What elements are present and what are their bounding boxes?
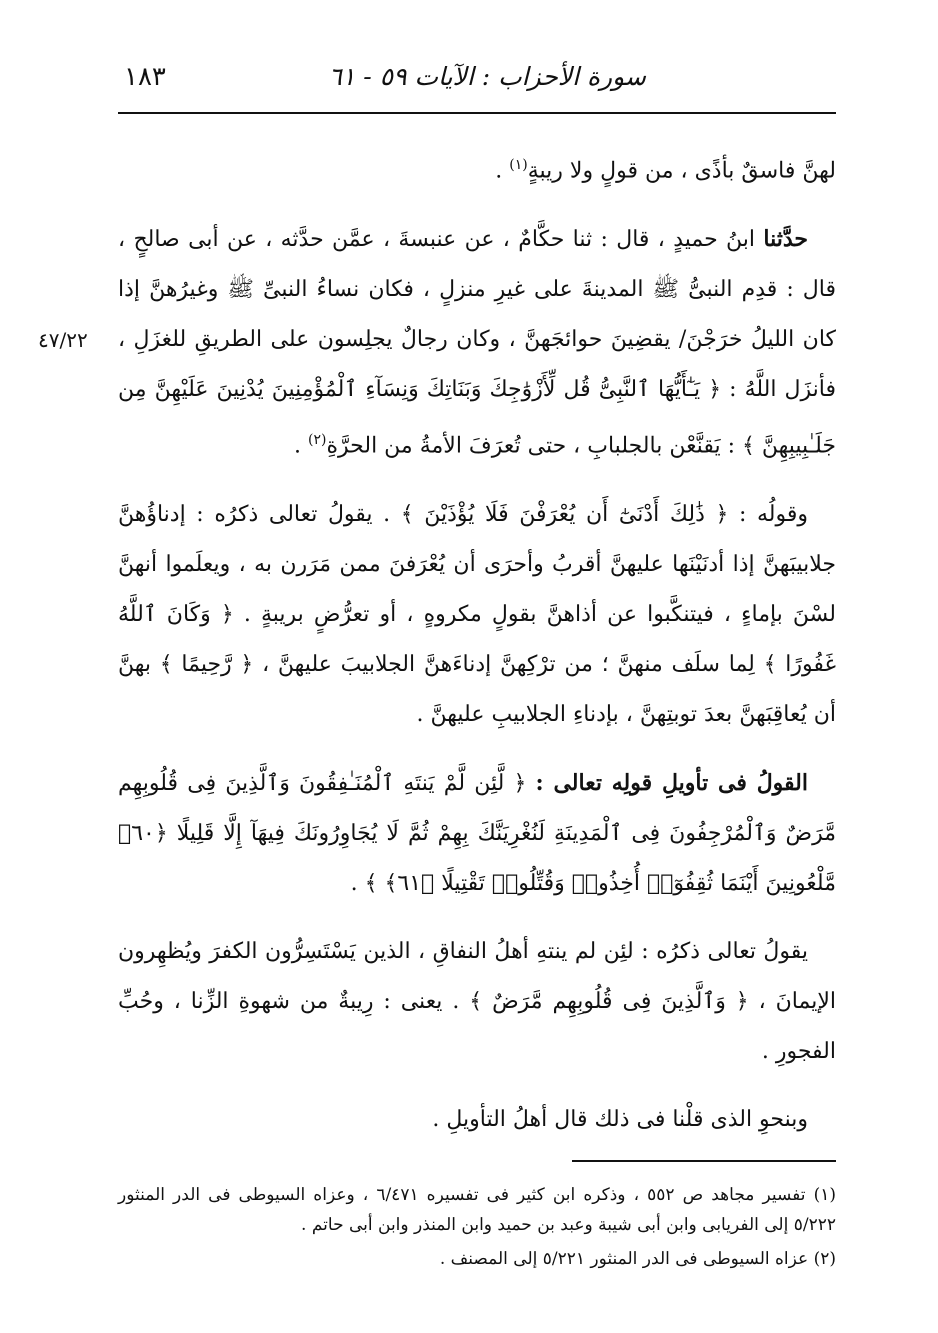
paragraph-1 <box>118 140 836 196</box>
margin-reference: ٤٧/٢٢ <box>38 328 88 352</box>
paragraph-2-text: ابنُ حميدٍ ، قال : ثنا حكَّامٌ ، عن عنبسةَ ، عمَّن حدَّثه ، عن أبى صالحٍ ، قال : قدِم النبىُّ ﷺ المدينةَ على غيرِ منزلٍ ، فكان نساءُ النبىِّ ﷺ وغيرُهنَّ إذا كان الليلُ خرَجْنَ/ يقضِينَ حوائجَهنَّ ، وكان رجالٌ يجلِسون على الطريقِ للغزَلِ ، فأنزَل اللَّهُ : ﴿ يَـٰٓأَيُّهَا ٱلنَّبِىُّ قُل لِّأَزْوَٰجِكَ وَبَنَاتِكَ وَنِسَآءِ ٱلْمُؤْمِنِينَ يُدْنِينَ عَلَيْهِنَّ مِن جَلَـٰبِيبِهِنَّ ﴾ : يَقنَّعْن بالجلبابِ ، حتى تُعرَفَ الأمةُ من الحرَّةِ <box>118 227 836 459</box>
footnotes <box>118 1180 836 1278</box>
paragraph-2-end: . <box>294 433 309 459</box>
paragraph-4 <box>118 758 836 909</box>
page-header <box>118 58 836 108</box>
paragraph-2-lead: حدَّثنا <box>763 226 808 253</box>
paragraph-1-end: . <box>495 158 510 184</box>
header-rule <box>118 112 836 114</box>
footnote-rule <box>572 1160 836 1162</box>
paragraph-5: يقولُ تعالى ذكرُه : لئِن لم ينتهِ أهلُ النفاقِ ، الذين يَسْتَسِرُّون الكفرَ ويُظهِرون الإيمانَ ، ﴿ وَٱلَّذِينَ فِى قُلُوبِهِم مَّرَضٌ ﴾ . يعنى : رِيبةٌ من شهوةِ الزِّنا ، وحُبِّ الفجورِ . <box>118 938 836 1064</box>
main-text <box>118 140 836 1163</box>
footnote-marker-2: (٢) <box>308 432 327 449</box>
footnote-marker-1: (١) <box>509 157 528 173</box>
paragraph-3: وقولُه : ﴿ ذَٰلِكَ أَدْنَىٰٓ أَن يُعْرَفْنَ فَلَا يُؤْذَيْنَ ﴾ . يقولُ تعالى ذكرُه : إدناؤُهنَّ جلابيبَهنَّ إذا أدنَيْنَها عليهنَّ أقربُ وأحرَى أن يُعْرَفنَ ممن مَرَرن به ، ويعلَموا أنهنَّ لسْنَ بإماءٍ ، فيتنكَّبوا عن أذاهنَّ بقولٍ مكروهٍ ، أو تعرُّضٍ بريبةٍ . ﴿ وَكَانَ ٱللَّهُ غَفُورًا ﴾ لِما سلَف منهنَّ ؛ من ترْكِهنَّ إدناءَهنَّ الجلابيبَ عليهنَّ ، ﴿ رَّحِيمًا ﴾ بهنَّ أن يُعاقِبَهنَّ بعدَ توبتِهنَّ ، بإدناءِ الجلابيبِ عليهنَّ . <box>118 501 836 727</box>
page-number: ١٨٣ <box>124 62 166 92</box>
paragraph-6: وبنحوِ الذى قلْنا فى ذلك قال أهلُ التأويلِ . <box>432 1106 808 1132</box>
footnote-1: (١) تفسير مجاهد ص ٥٥٢ ، وذكره ابن كثير فى تفسيره ٦/٤٧١ ، وعزاه السيوطى فى الدر المنثور ٥/٢٢٢ إلى الفريابى وابن أبى شيبة وعبد بن حميد وابن المنذر وابن أبى حاتم . <box>118 1185 836 1235</box>
paragraph-1-text: لهنَّ فاسقٌ بأذًى ، من قولٍ ولا ريبةٍ <box>527 158 836 184</box>
paragraph-4-verse: ﴿ لَّئِن لَّمْ يَنتَهِ ٱلْمُنَـٰفِقُونَ وَٱلَّذِينَ فِى قُلُوبِهِم مَّرَضٌ وَٱلْمُرْجِفُونَ فِى ٱلْمَدِينَةِ لَنُغْرِيَنَّكَ بِهِمْ ثُمَّ لَا يُجَاوِرُونَكَ فِيهَآ إِلَّا قَلِيلًا ﴿٦٠﴾ مَّلْعُونِينَ أَيْنَمَا ثُقِفُوٓا۟ أُخِذُوا۟ وَقُتِّلُوا۟ تَقْتِيلًا ﴿٦١﴾ ﴾ . <box>118 770 836 896</box>
paragraph-4-heading: القولُ فى تأويلِ قولِه تعالى : <box>535 769 808 796</box>
paragraph-2 <box>118 214 836 471</box>
footnote-2: (٢) عزاه السيوطى فى الدر المنثور ٥/٢٢١ إلى المصنف . <box>439 1249 836 1269</box>
running-title: سورة الأحزاب : الآيات ٥٩ - ٦١ <box>328 62 646 91</box>
